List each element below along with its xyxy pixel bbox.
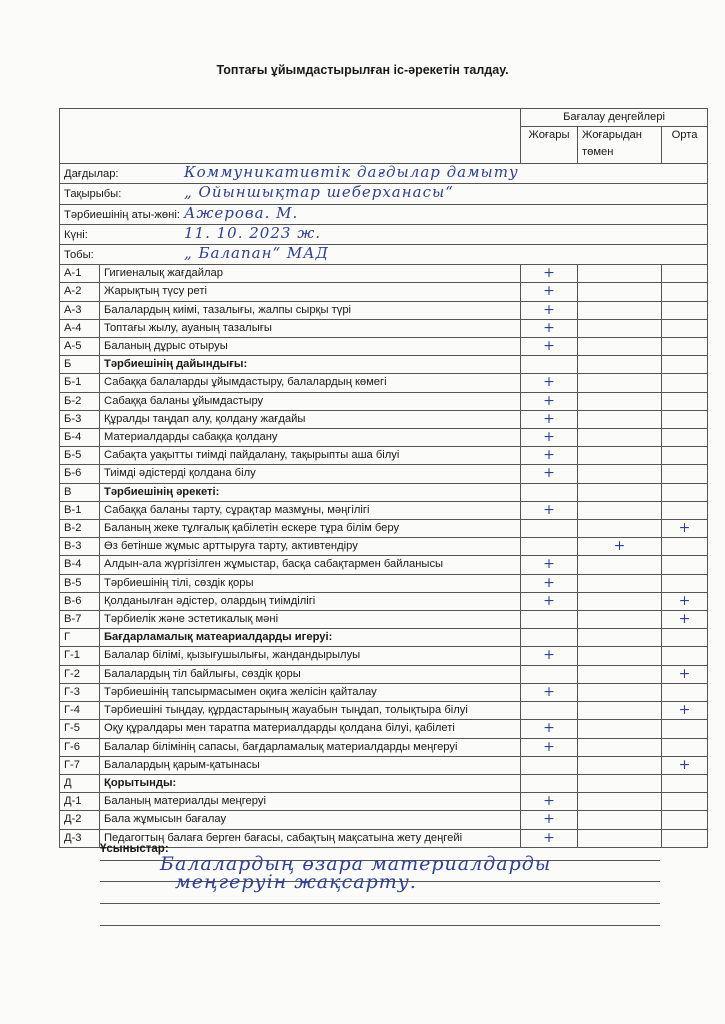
criterion-text: Сабаққа баланы тарту, сұрақтар мазмұны, мәңгілігі [100,501,521,519]
mark-cell [578,611,662,629]
mark-cell [578,429,662,447]
criterion-text: Сабақта уақытты тиімді пайдалану, тақырыпты аша білуі [100,447,521,465]
mark-cell [578,629,662,647]
mark-cell: + [521,556,578,574]
row-code: Б-1 [60,374,100,392]
info-cell [60,204,708,224]
section-row [60,356,708,374]
criterion-text: Тәрбиешіні тыңдау, құрдастарының жауабын тыңдап, толықтыра білуі [100,702,521,720]
criterion-text: Бала жұмысын бағалау [100,811,521,829]
criterion-row [60,374,708,392]
evaluation-table [59,108,708,848]
info-label: Тәрбиешінің аты-жөні: [64,208,180,221]
criterion-text: Балалардың тіл байлығы, сөздік қоры [100,665,521,683]
mark-cell [578,665,662,683]
mark-cell [662,447,708,465]
row-code: Г-6 [60,738,100,756]
mark-cell [662,574,708,592]
mark-cell [662,683,708,701]
mark-cell [662,483,708,501]
section-title: Бағдарламалық матеариалдарды игеруі: [100,629,521,647]
criterion-text: Баланың дұрыс отыруы [100,338,521,356]
mark-cell [578,410,662,428]
criterion-text: Баланың материалды меңгеруі [100,793,521,811]
info-label: Дағдылар: [64,168,119,181]
section-title: Қорытынды: [100,774,521,792]
row-code: А-3 [60,301,100,319]
criterion-text: Құралды таңдап алу, қолдану жағдайы [100,410,521,428]
criterion-row [60,592,708,610]
mark-cell [521,483,578,501]
mark-cell: + [521,374,578,392]
suggestions-label: Ұсыныстар: [100,843,169,855]
mark-cell [662,465,708,483]
mark-cell: + [662,611,708,629]
mark-cell [662,629,708,647]
mark-cell: + [521,829,578,847]
level-high: Жоғары [521,127,578,164]
mark-cell [578,774,662,792]
row-code: В-4 [60,556,100,574]
criterion-row [60,556,708,574]
row-code: А-4 [60,319,100,337]
criterion-row [60,574,708,592]
mark-cell [662,720,708,738]
row-code: Г-1 [60,647,100,665]
mark-cell: + [662,592,708,610]
criterion-row [60,338,708,356]
mark-cell: + [521,501,578,519]
mark-cell: + [662,702,708,720]
row-code: Д-3 [60,829,100,847]
mark-cell: + [521,392,578,410]
mark-cell: + [521,319,578,337]
row-code: Б-2 [60,392,100,410]
suggestion-text-1: Балалардың өзара материалдарды [160,853,552,875]
section-row [60,629,708,647]
row-code: Г-3 [60,683,100,701]
mark-cell [578,793,662,811]
level-medium: Орта [662,127,708,164]
row-code: Б-5 [60,447,100,465]
criterion-text: Сабаққа балаларды ұйымдастыру, балалардың көмегі [100,374,521,392]
mark-cell [662,811,708,829]
mark-cell: + [521,429,578,447]
mark-cell [521,629,578,647]
row-code: В-2 [60,520,100,538]
mark-cell [521,520,578,538]
row-code: А-5 [60,338,100,356]
criterion-row [60,447,708,465]
mark-cell [662,501,708,519]
criterion-row [60,501,708,519]
mark-cell [662,265,708,283]
criterion-row [60,319,708,337]
criterion-row [60,738,708,756]
row-code: Г [60,629,100,647]
mark-cell [662,774,708,792]
criterion-text: Балалар білімінің сапасы, бағдарламалық материалдарды меңгеруі [100,738,521,756]
mark-cell: + [521,301,578,319]
criterion-row [60,283,708,301]
mark-cell [578,574,662,592]
criterion-row [60,647,708,665]
criterion-row [60,392,708,410]
row-code: Б-6 [60,465,100,483]
level-below-high: Жоғарыдан төмен [578,127,662,164]
row-code: В-3 [60,538,100,556]
mark-cell [578,811,662,829]
mark-cell [578,465,662,483]
info-cell [60,184,708,204]
info-value: „ Ойыншықтар шеберханасы“ [184,183,454,202]
mark-cell [662,829,708,847]
criterion-text: Өз бетінше жұмыс арттыруға тарту, активтендіру [100,538,521,556]
mark-cell: + [521,720,578,738]
mark-cell [578,501,662,519]
row-code: А-1 [60,265,100,283]
suggestion-line [100,903,660,904]
info-label: Тақырыбы: [64,188,122,201]
mark-cell [521,774,578,792]
criterion-text: Алдын-ала жүргізілген жұмыстар, басқа сабақтармен байланысы [100,556,521,574]
mark-cell: + [521,338,578,356]
mark-cell [578,520,662,538]
mark-cell [521,356,578,374]
mark-cell [521,702,578,720]
section-row [60,483,708,501]
row-code: Д [60,774,100,792]
info-value: 11. 10. 2023 ж. [184,224,322,242]
mark-cell [662,319,708,337]
mark-cell [662,301,708,319]
mark-cell [662,647,708,665]
mark-cell [578,338,662,356]
page-title: Топтағы ұйымдастырылған іс-әрекетін талдау. [216,63,509,77]
mark-cell: + [578,538,662,556]
mark-cell: + [521,793,578,811]
criterion-row [60,811,708,829]
mark-cell [578,738,662,756]
criterion-text: Тиімді әдістерді қолдана білу [100,465,521,483]
mark-cell [578,319,662,337]
mark-cell [578,647,662,665]
row-code: Б [60,356,100,374]
info-row [60,164,708,184]
criterion-text: Балалардың киімі, тазалығы, жалпы сырқы түрі [100,301,521,319]
info-cell [60,224,708,244]
mark-cell: + [662,665,708,683]
mark-cell [578,756,662,774]
criterion-row [60,520,708,538]
mark-cell: + [521,683,578,701]
info-label: Тобы: [64,249,94,262]
suggestion-line [100,925,660,926]
info-row [60,184,708,204]
criterion-text: Баланың жеке тұлғалық қабілетін ескере тұра білім беру [100,520,521,538]
mark-cell [662,793,708,811]
info-cell [60,245,708,265]
mark-cell: + [662,520,708,538]
criterion-row [60,410,708,428]
criterion-text: Педагогтың балаға берген бағасы, сабақтың мақсатына жету деңгейі [100,829,521,847]
row-code: В-1 [60,501,100,519]
criterion-row [60,665,708,683]
info-value: Коммуникативтік дағдылар дамыту [184,163,519,182]
info-label: Күні: [64,228,88,241]
info-value: „ Балапан“ МАД [184,244,329,263]
mark-cell [578,556,662,574]
mark-cell [578,702,662,720]
info-value: Ажерова. М. [184,204,299,222]
suggestion-text-2: меңгеруін жақсарту. [175,871,417,893]
row-code: Г-5 [60,720,100,738]
mark-cell [578,720,662,738]
row-code: Г-2 [60,665,100,683]
criterion-text: Тәрбиелік және эстетикалық мәні [100,611,521,629]
criterion-row [60,429,708,447]
mark-cell: + [521,265,578,283]
criterion-row [60,702,708,720]
criterion-text: Сабаққа баланы ұйымдастыру [100,392,521,410]
section-row [60,774,708,792]
mark-cell [578,283,662,301]
mark-cell: + [521,447,578,465]
mark-cell: + [521,410,578,428]
mark-cell: + [521,283,578,301]
mark-cell: + [521,811,578,829]
row-code: В-5 [60,574,100,592]
criterion-text: Гигиеналық жағдайлар [100,265,521,283]
mark-cell [662,429,708,447]
mark-cell [578,265,662,283]
mark-cell [662,538,708,556]
row-code: Г-4 [60,702,100,720]
mark-cell [578,392,662,410]
criterion-text: Балалардың қарым-қатынасы [100,756,521,774]
criterion-row [60,611,708,629]
mark-cell [662,410,708,428]
header-blank-cell [60,109,521,164]
mark-cell: + [521,647,578,665]
levels-title: Бағалау деңгейлері [521,109,708,127]
row-code: Д-2 [60,811,100,829]
row-code: В-6 [60,592,100,610]
criterion-row [60,793,708,811]
mark-cell [521,756,578,774]
mark-cell [521,538,578,556]
mark-cell: + [521,465,578,483]
row-code: Г-7 [60,756,100,774]
info-row [60,245,708,265]
mark-cell [521,611,578,629]
criterion-row [60,720,708,738]
mark-cell: + [521,574,578,592]
criterion-row [60,301,708,319]
mark-cell [578,356,662,374]
mark-cell [662,338,708,356]
mark-cell: + [521,738,578,756]
mark-cell [662,374,708,392]
row-code: А-2 [60,283,100,301]
criterion-text: Қолданылған әдістер, олардың тиімділігі [100,592,521,610]
criterion-text: Тәрбиешінің тілі, сөздік қоры [100,574,521,592]
mark-cell: + [662,756,708,774]
row-code: Б-4 [60,429,100,447]
mark-cell [578,374,662,392]
section-title: Тәрбиешінің әрекеті: [100,483,521,501]
criterion-text: Балалар білімі, қызығушылығы, жандандырылуы [100,647,521,665]
mark-cell [662,283,708,301]
info-cell [60,164,708,184]
row-code: В-7 [60,611,100,629]
mark-cell [578,301,662,319]
mark-cell [662,556,708,574]
mark-cell [662,356,708,374]
mark-cell: + [521,592,578,610]
row-code: Д-1 [60,793,100,811]
criterion-text: Топтағы жылу, ауаның тазалығы [100,319,521,337]
mark-cell [578,829,662,847]
criterion-text: Жарықтың түсу реті [100,283,521,301]
mark-cell [578,592,662,610]
mark-cell [521,665,578,683]
criterion-row [60,756,708,774]
criterion-text: Оқу құралдары мен таратпа материалдарды қолдана білуі, қабілеті [100,720,521,738]
row-code: В [60,483,100,501]
criterion-row [60,265,708,283]
criterion-row [60,538,708,556]
row-code: Б-3 [60,410,100,428]
mark-cell [578,683,662,701]
mark-cell [578,483,662,501]
criterion-text: Тәрбиешінің тапсырмасымен оқиға желісін қайталау [100,683,521,701]
info-row [60,224,708,244]
criterion-row [60,683,708,701]
criterion-text: Материалдарды сабаққа қолдану [100,429,521,447]
mark-cell [578,447,662,465]
mark-cell [662,738,708,756]
section-title: Тәрбиешінің дайындығы: [100,356,521,374]
info-row [60,204,708,224]
mark-cell [662,392,708,410]
criterion-row [60,465,708,483]
